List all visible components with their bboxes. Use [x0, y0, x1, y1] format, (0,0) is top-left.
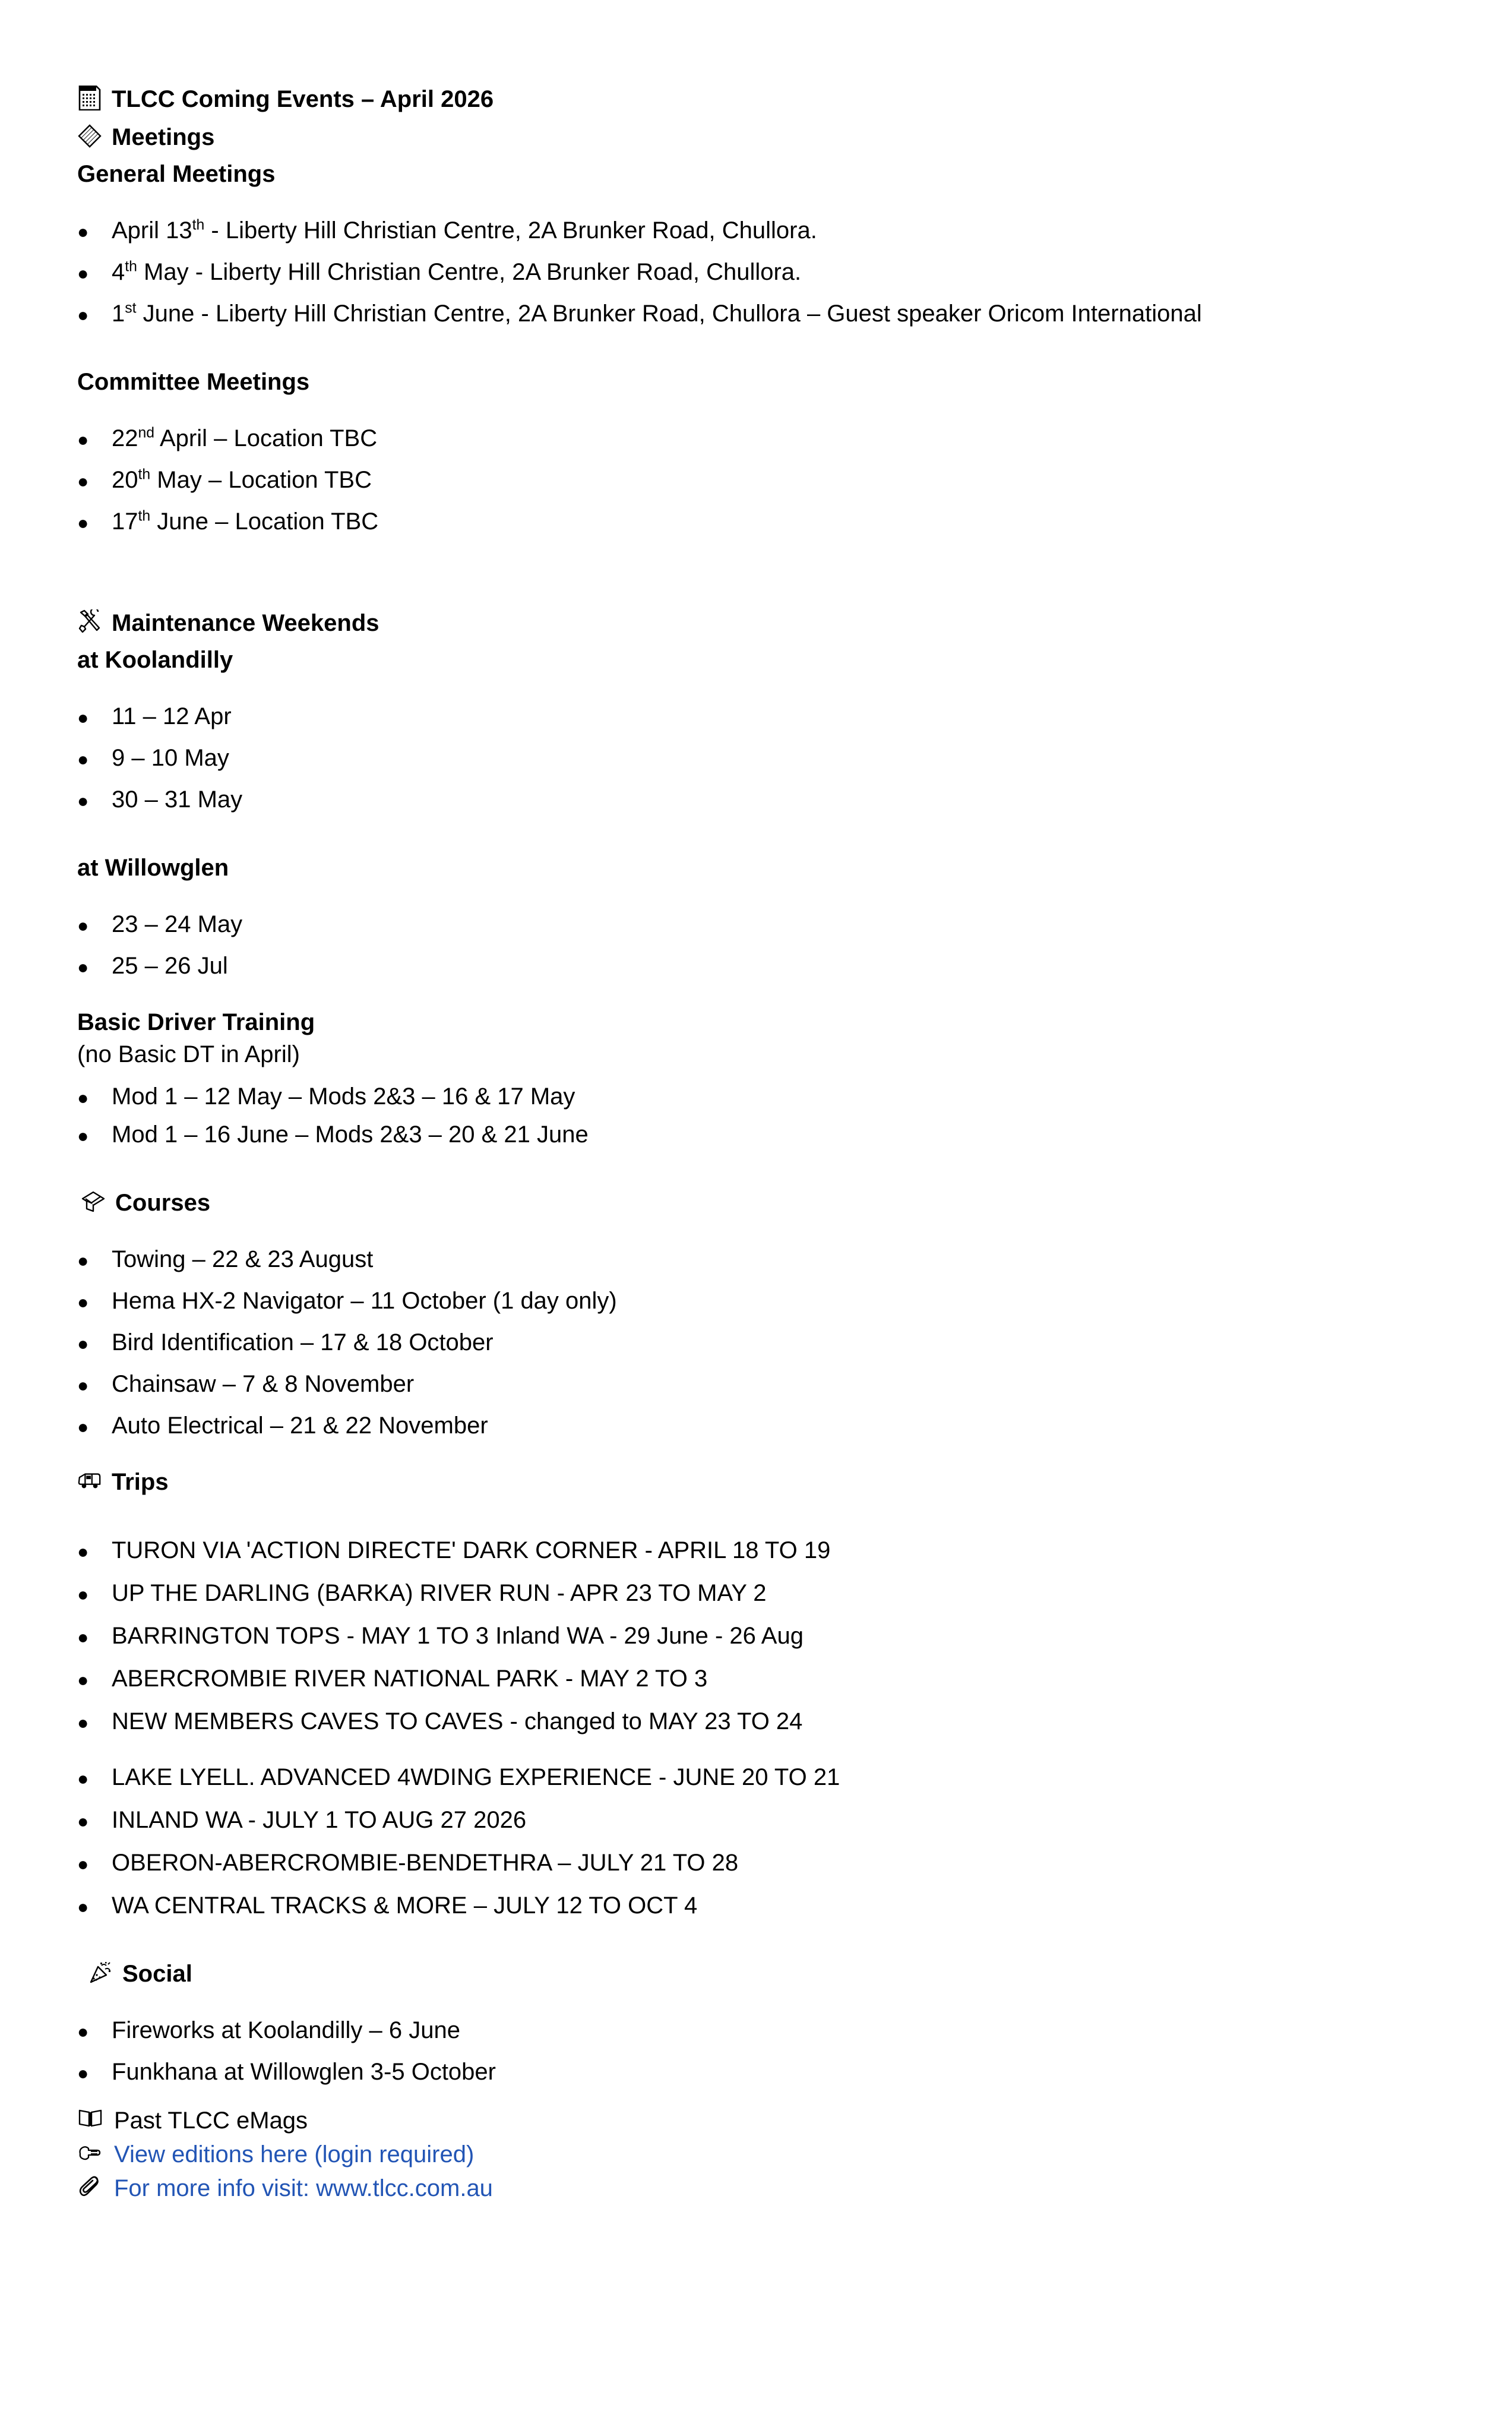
- trips-heading: Trips: [112, 1469, 169, 1495]
- list-item: [77, 298, 1435, 329]
- courses-list: [77, 1244, 1435, 1441]
- course-item-1: Towing – 22 & 23 August: [112, 1246, 374, 1272]
- course-item-5: Auto Electrical – 21 & 22 November: [112, 1413, 488, 1439]
- list-item: [77, 1890, 1435, 1921]
- list-item: [77, 701, 1435, 732]
- diamond-icon: [77, 124, 102, 148]
- list-item: [77, 742, 1435, 773]
- list-item: [77, 1535, 1435, 1566]
- social-item-1: Fireworks at Koolandilly – 6 June: [112, 2017, 460, 2043]
- bullet-icon: ●: [77, 790, 89, 811]
- bullet-icon: ●: [77, 1250, 89, 1271]
- list-item: [77, 1805, 1435, 1835]
- maintenance-heading: Maintenance Weekends: [112, 610, 379, 636]
- view-editions-link[interactable]: View editions here (login required): [114, 2141, 475, 2167]
- social-heading: Social: [122, 1961, 192, 1987]
- bullet-icon: ●: [77, 1853, 89, 1875]
- koolandilly-list: [77, 701, 1435, 815]
- social-heading-row: [88, 1958, 1435, 1990]
- list-item: [77, 1081, 1435, 1112]
- bullet-icon: ●: [77, 429, 89, 450]
- bullet-icon: ●: [77, 1896, 89, 1917]
- general-meeting-3: 1st June - Liberty Hill Christian Centre, 2A Brunker Road, Chullora – Guest speaker Oricom International: [112, 300, 1202, 327]
- committee-meeting-1: 22nd April – Location TBC: [112, 425, 378, 451]
- bullet-icon: ●: [77, 1416, 89, 1437]
- trip-item-7: INLAND WA - JULY 1 TO AUG 27 2026: [112, 1807, 527, 1833]
- courses-heading: Courses: [115, 1190, 211, 1216]
- party-popper-icon: [88, 1960, 113, 1985]
- bullet-icon: ●: [77, 1584, 89, 1605]
- list-item: [77, 1663, 1435, 1694]
- list-item: [77, 1706, 1435, 1737]
- hammer-and-wrench-icon: [77, 609, 102, 634]
- list-item: [77, 1244, 1435, 1275]
- general-meeting-1: April 13th - Liberty Hill Christian Centre, 2A Brunker Road, Chullora.: [112, 217, 817, 244]
- list-item: [77, 2015, 1435, 2046]
- committee-meeting-3: 17th June – Location TBC: [112, 508, 379, 535]
- pointing-hand-icon: [77, 2139, 103, 2165]
- past-emags-row: [77, 2104, 1435, 2138]
- driver-training-item-1: Mod 1 – 12 May – Mods 2&3 – 16 & 17 May: [112, 1083, 575, 1110]
- course-item-2: Hema HX-2 Navigator – 11 October (1 day only): [112, 1288, 617, 1314]
- more-info-row[interactable]: [77, 2172, 1435, 2206]
- list-item: [77, 257, 1435, 287]
- bullet-icon: ●: [77, 1541, 89, 1562]
- bullet-icon: ●: [77, 1811, 89, 1832]
- trip-item-9: WA CENTRAL TRACKS & MORE – JULY 12 TO OCT 4: [112, 1892, 698, 1919]
- koolandilly-item-3: 30 – 31 May: [112, 786, 243, 813]
- list-item: [77, 1327, 1435, 1358]
- list-item: [77, 909, 1435, 940]
- list-item: [77, 950, 1435, 981]
- list-item: [77, 215, 1435, 246]
- bullet-icon: ●: [77, 1669, 89, 1691]
- bullet-icon: ●: [77, 1291, 89, 1313]
- list-item: [77, 1410, 1435, 1441]
- bullet-icon: ●: [77, 263, 89, 284]
- open-book-icon: [77, 2105, 103, 2131]
- bullet-icon: ●: [77, 512, 89, 533]
- bullet-icon: ●: [77, 2021, 89, 2042]
- driver-training-note: (no Basic DT in April): [77, 1041, 300, 1067]
- graduation-cap-icon: [81, 1189, 106, 1214]
- bullet-icon: ●: [77, 1375, 89, 1396]
- trip-item-3: BARRINGTON TOPS - MAY 1 TO 3 Inland WA - 29 June - 26 Aug: [112, 1623, 804, 1649]
- trips-list-group-two: [77, 1762, 1435, 1921]
- willowglen-item-1: 23 – 24 May: [112, 911, 243, 937]
- meetings-heading-row: [77, 121, 1435, 153]
- trip-item-2: UP THE DARLING (BARKA) RIVER RUN - APR 23 TO MAY 2: [112, 1580, 767, 1606]
- meetings-heading: Meetings: [112, 124, 215, 150]
- social-item-2: Funkhana at Willowglen 3-5 October: [112, 2059, 496, 2085]
- list-item: [77, 506, 1435, 537]
- willowglen-item-2: 25 – 26 Jul: [112, 953, 228, 979]
- bullet-icon: ●: [77, 707, 89, 728]
- more-info-link[interactable]: For more info visit: www.tlcc.com.au: [114, 2175, 493, 2201]
- willowglen-heading: at Willowglen: [77, 855, 229, 881]
- trip-item-8: OBERON-ABERCROMBIE-BENDETHRA – JULY 21 TO 28: [112, 1850, 739, 1876]
- calendar-icon: [77, 86, 102, 110]
- social-list: [77, 2015, 1435, 2087]
- driver-training-item-2: Mod 1 – 16 June – Mods 2&3 – 20 & 21 June: [112, 1121, 589, 1148]
- minibus-icon: [77, 1468, 102, 1493]
- bullet-icon: ●: [77, 1712, 89, 1733]
- course-item-3: Bird Identification – 17 & 18 October: [112, 1329, 494, 1355]
- bullet-icon: ●: [77, 915, 89, 936]
- list-item: [77, 1119, 1435, 1150]
- past-emags-label: Past TLCC eMags: [114, 2107, 308, 2134]
- list-item: [77, 465, 1435, 495]
- bullet-icon: ●: [77, 1768, 89, 1789]
- view-editions-row[interactable]: [77, 2138, 1435, 2172]
- list-item: [77, 2056, 1435, 2087]
- bullet-icon: ●: [77, 1626, 89, 1648]
- bullet-icon: ●: [77, 748, 89, 770]
- paperclip-icon: [77, 2173, 103, 2199]
- trip-item-5: NEW MEMBERS CAVES TO CAVES - changed to MAY 23 TO 24: [112, 1708, 803, 1734]
- list-item: [77, 1285, 1435, 1316]
- driver-training-list: [77, 1081, 1435, 1150]
- koolandilly-item-2: 9 – 10 May: [112, 745, 229, 771]
- bullet-icon: ●: [77, 1333, 89, 1354]
- committee-meetings-heading: Committee Meetings: [77, 369, 310, 395]
- list-item: [77, 1762, 1435, 1793]
- bullet-icon: ●: [77, 956, 89, 978]
- trip-item-4: ABERCROMBIE RIVER NATIONAL PARK - MAY 2 TO 3: [112, 1666, 708, 1692]
- list-item: [77, 1847, 1435, 1878]
- bullet-icon: ●: [77, 221, 89, 242]
- maintenance-heading-row: [77, 607, 1435, 639]
- course-item-4: Chainsaw – 7 & 8 November: [112, 1371, 415, 1397]
- trip-item-6: LAKE LYELL. ADVANCED 4WDING EXPERIENCE - JUNE 20 TO 21: [112, 1764, 840, 1790]
- general-meetings-list: [77, 215, 1435, 329]
- willowglen-list: [77, 909, 1435, 981]
- general-meeting-2: 4th May - Liberty Hill Christian Centre, 2A Brunker Road, Chullora.: [112, 258, 802, 285]
- general-meetings-heading: General Meetings: [77, 161, 276, 187]
- courses-heading-row: [81, 1187, 1435, 1219]
- trips-heading-row: [77, 1466, 1435, 1498]
- driver-training-heading: Basic Driver Training: [77, 1009, 315, 1035]
- bullet-icon: ●: [77, 1125, 89, 1146]
- list-item: [77, 1620, 1435, 1651]
- bullet-icon: ●: [77, 470, 89, 492]
- list-item: [77, 1369, 1435, 1399]
- trip-item-1: TURON VIA 'ACTION DIRECTE' DARK CORNER - APRIL 18 TO 19: [112, 1537, 831, 1563]
- list-item: [77, 1578, 1435, 1609]
- committee-meetings-list: [77, 423, 1435, 537]
- koolandilly-item-1: 11 – 12 Apr: [112, 703, 232, 729]
- list-item: [77, 423, 1435, 454]
- document-title-row: [77, 83, 1435, 115]
- koolandilly-heading: at Koolandilly: [77, 647, 233, 673]
- bullet-icon: ●: [77, 2062, 89, 2084]
- committee-meeting-2: 20th May – Location TBC: [112, 466, 372, 493]
- trips-list-group-one: [77, 1535, 1435, 1737]
- page-title: TLCC Coming Events – April 2026: [112, 86, 494, 112]
- bullet-icon: ●: [77, 304, 89, 326]
- list-item: [77, 784, 1435, 815]
- bullet-icon: ●: [77, 1087, 89, 1108]
